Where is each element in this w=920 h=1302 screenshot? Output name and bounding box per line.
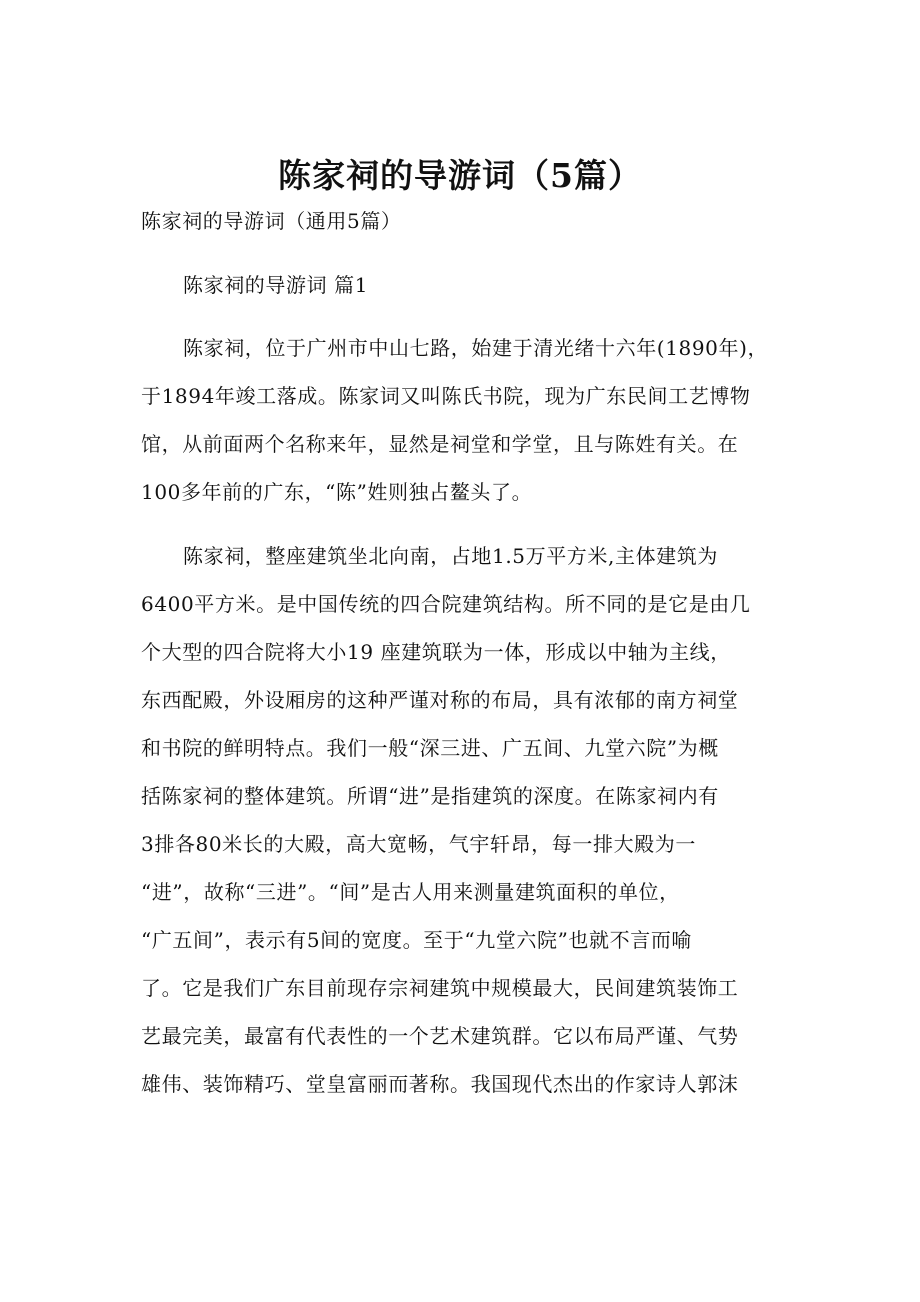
paragraph-line: 了。它是我们广东目前现存宗祠建筑中规模最大，民间建筑装饰工 [141, 976, 739, 1000]
paragraph-line: 馆，从前面两个名称来年，显然是祠堂和学堂，且与陈姓有关。在 [141, 432, 739, 456]
paragraph-line: 于1894年竣工落成。陈家词又叫陈氏书院，现为广东民间工艺博物 [141, 384, 751, 408]
paragraph-line: 雄伟、装饰精巧、堂皇富丽而著称。我国现代杰出的作家诗人郭沫 [141, 1072, 739, 1096]
paragraph-line: 100多年前的广东，“陈”姓则独占鳌头了。 [141, 480, 533, 504]
document-title: 陈家祠的导游词（5篇） [278, 156, 642, 195]
paragraph-line: 括陈家祠的整体建筑。所谓“进”是指建筑的深度。在陈家祠内有 [141, 784, 719, 808]
paragraph-line: 东西配殿，外设厢房的这种严谨对称的布局，具有浓郁的南方祠堂 [141, 688, 739, 712]
paragraph-line: “进”，故称“三进”。“间”是古人用来测量建筑面积的单位， [141, 880, 680, 904]
paragraph-line: 3排各80米长的大殿，高大宽畅，气宇轩昂，每一排大殿为一 [141, 832, 696, 856]
paragraph-line: 艺最完美，最富有代表性的一个艺术建筑群。它以布局严谨、气势 [141, 1024, 739, 1048]
document-subtitle: 陈家祠的导游词（通用5篇） [141, 209, 402, 233]
paragraph-line: “广五间”，表示有5间的宽度。至于“九堂六院”也就不言而喻 [141, 928, 693, 952]
paragraph-line: 和书院的鲜明特点。我们一般“深三进、广五间、九堂六院”为概 [141, 736, 719, 760]
section-heading: 陈家祠的导游词 篇1 [183, 273, 369, 297]
paragraph-line: 陈家祠，整座建筑坐北向南，占地1.5万平方米,主体建筑为 [183, 544, 718, 568]
paragraph-line: 6400平方米。是中国传统的四合院建筑结构。所不同的是它是由几 [141, 592, 751, 616]
paragraph-line: 个大型的四合院将大小19 座建筑联为一体，形成以中轴为主线， [141, 640, 731, 664]
paragraph-line: 陈家祠，位于广州市中山七路，始建于清光绪十六年(1890年)， [183, 336, 769, 360]
